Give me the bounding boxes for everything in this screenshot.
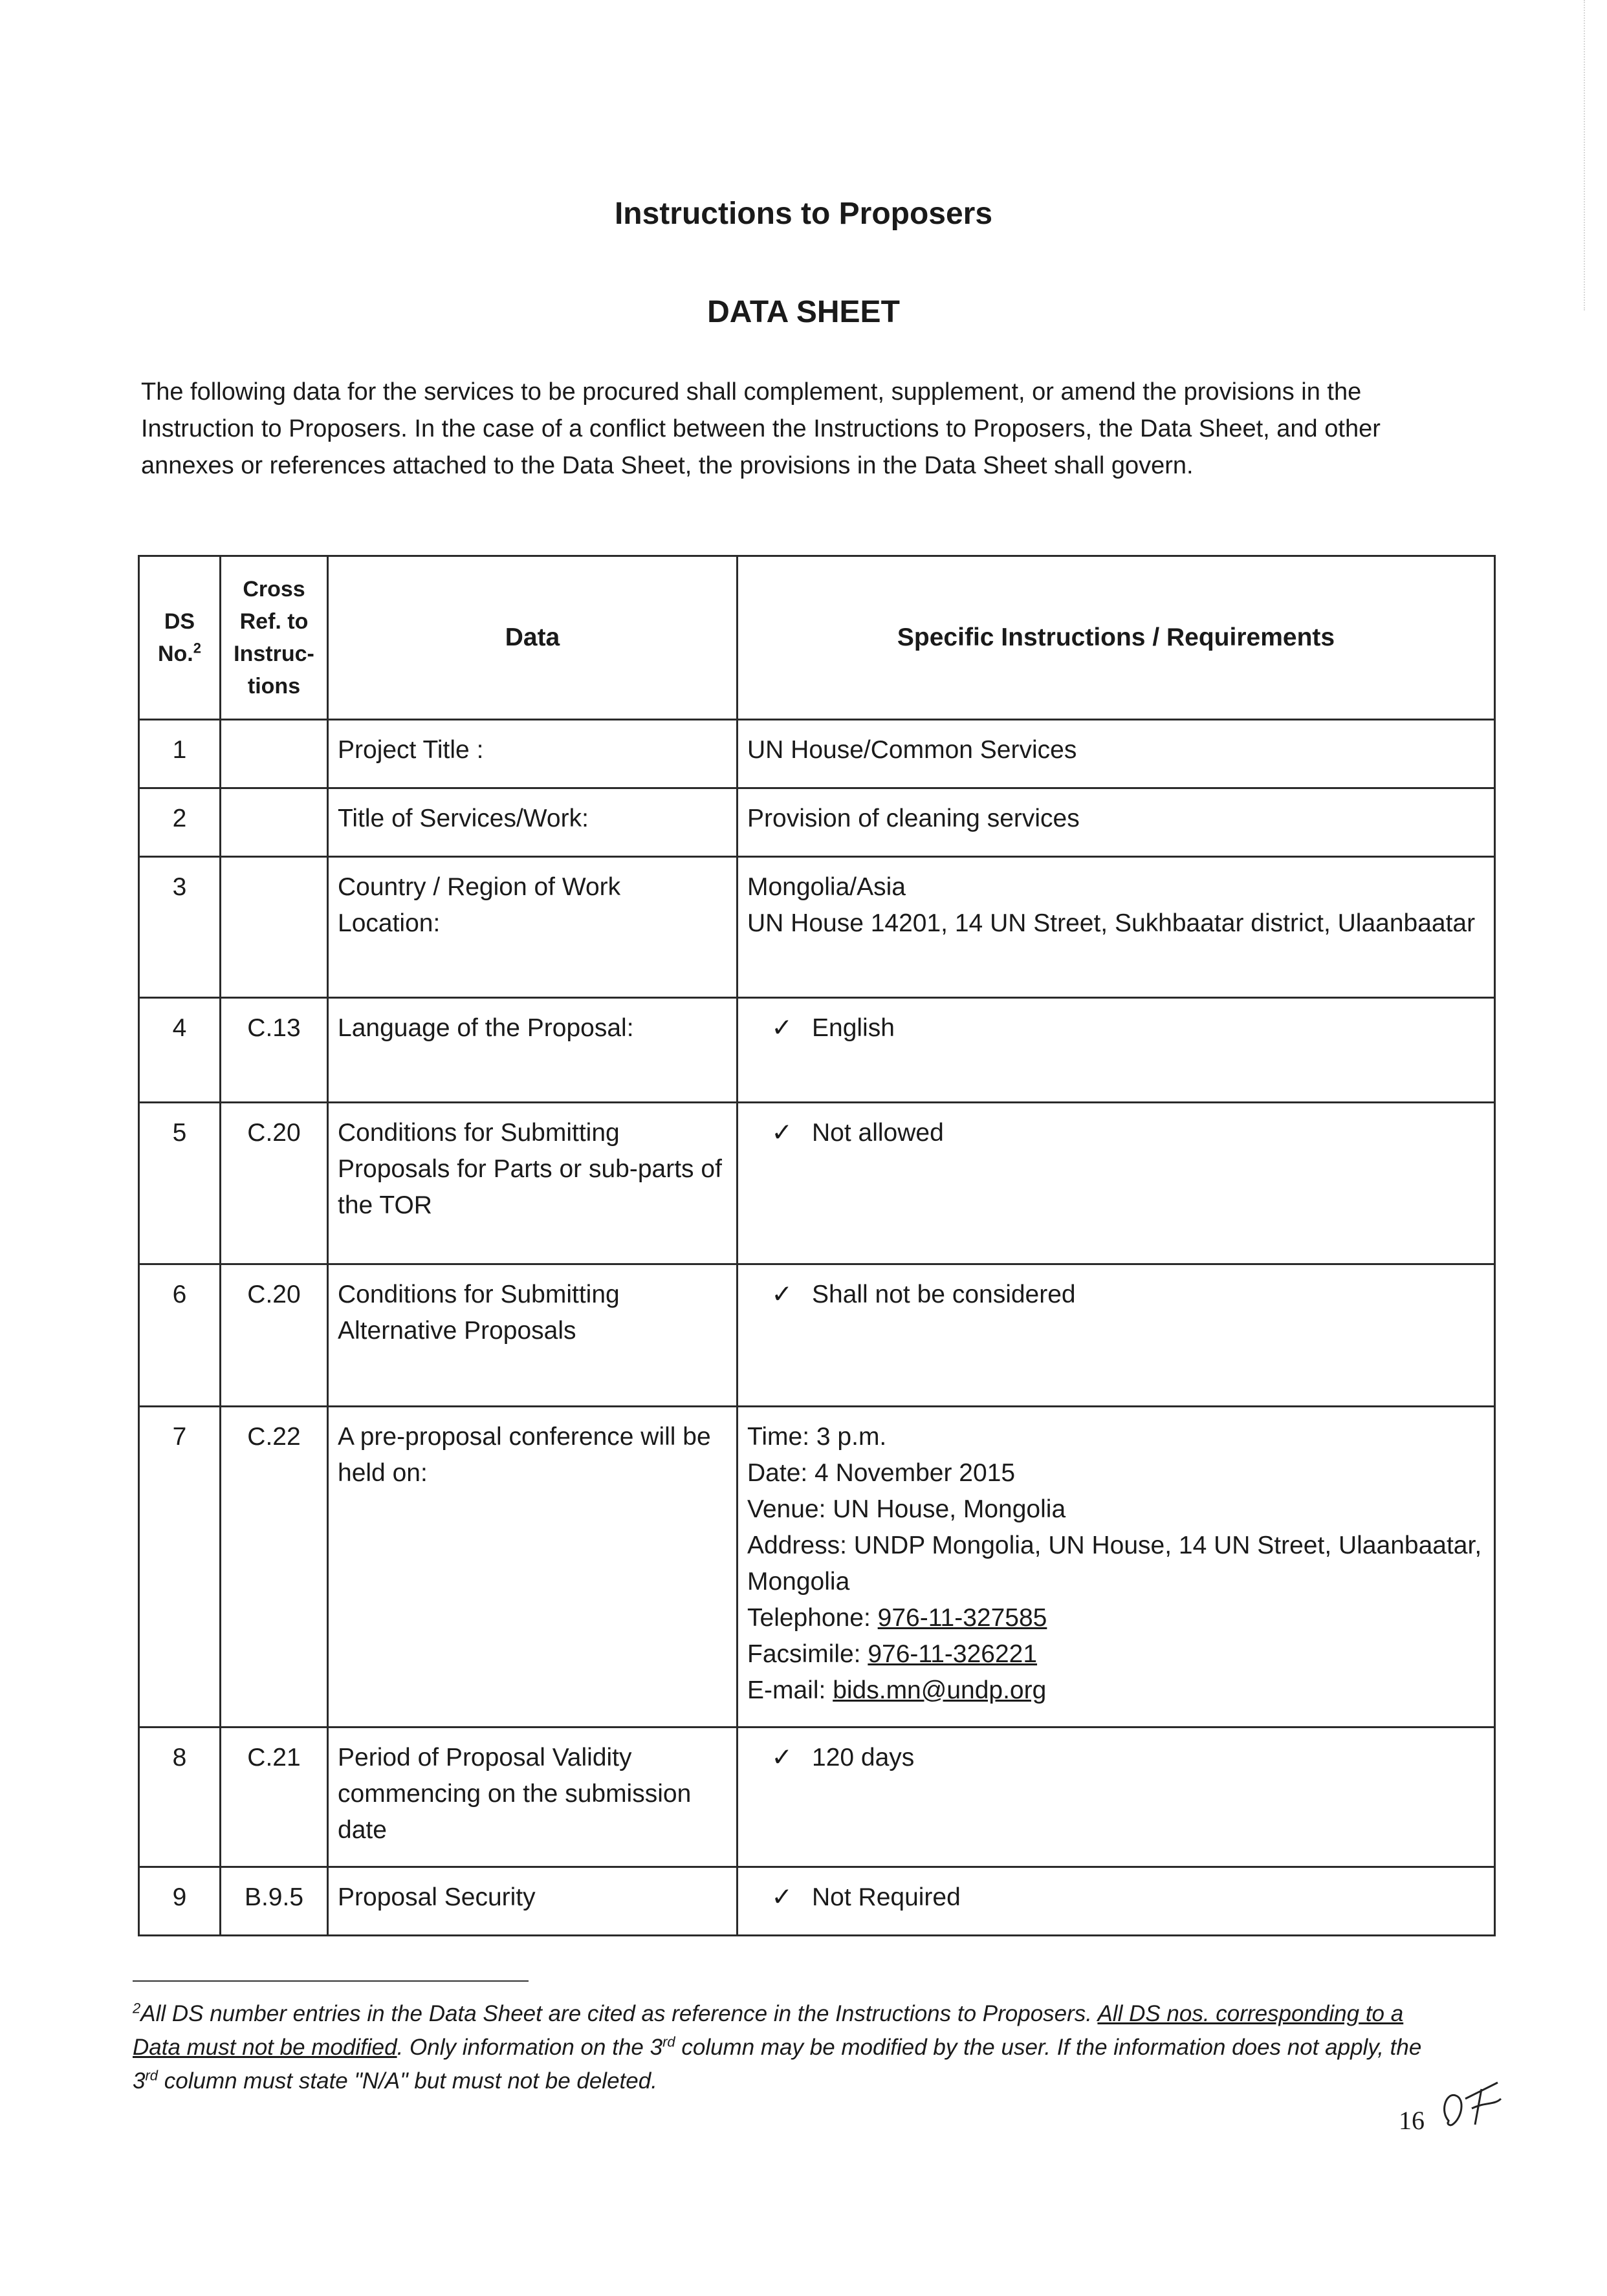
scan-edge-artifact	[1584, 0, 1586, 310]
page-title: Instructions to Proposers	[614, 197, 993, 231]
table-row	[139, 998, 1495, 1103]
email-link[interactable]: bids.mn@undp.org	[833, 1676, 1047, 1704]
row-requirement	[738, 1103, 1495, 1264]
row-cross-ref: C.13	[221, 998, 328, 1103]
fax-link[interactable]: 976-11-326221	[868, 1640, 1038, 1668]
check-value: Shall not be considered	[812, 1281, 1076, 1308]
row-data: Proposal Security	[328, 1867, 738, 1936]
table-row	[139, 720, 1495, 788]
row-cross-ref: C.21	[221, 1727, 328, 1867]
row-data: Conditions for Submitting Proposals for Parts or sub-parts of the TOR	[328, 1103, 738, 1264]
footnote-marker: 2	[133, 2000, 141, 2017]
row-cross-ref: C.20	[221, 1264, 328, 1407]
row-ds-no: 5	[139, 1103, 221, 1264]
header-ds-no: DS No.$^2$	[139, 556, 221, 720]
table-row	[139, 1407, 1495, 1727]
row-requirement: UN House/Common Services	[738, 720, 1495, 788]
footnote-part3a: . Only information on the 3	[397, 2035, 663, 2060]
footnote-part4b: column must state "N/A" but must not be deleted.	[158, 2068, 657, 2094]
table-row	[139, 857, 1495, 998]
conference-venue: Venue: UN House, Mongolia	[747, 1495, 1066, 1523]
header-cross-ref: Cross Ref. to Instruc-tions	[221, 556, 328, 720]
table-row	[139, 788, 1495, 857]
header-instructions: Specific Instructions / Requirements	[738, 556, 1495, 720]
checkmark-icon: ✓	[771, 1119, 793, 1147]
check-value: English	[812, 1014, 895, 1042]
check-value: Not Required	[812, 1883, 961, 1911]
footnote-part1: All DS number entries in the Data Sheet are cited as reference in the Instructions to Proposers.	[140, 2001, 1093, 2026]
conference-date: Date: 4 November 2015	[747, 1459, 1016, 1487]
row-ds-no: 4	[139, 998, 221, 1103]
row-cross-ref: C.22	[221, 1407, 328, 1727]
row-requirement: Provision of cleaning services	[738, 788, 1495, 857]
row-cross-ref: C.20	[221, 1103, 328, 1264]
row-requirement	[738, 1867, 1495, 1936]
conference-address: Address: UNDP Mongolia, UN House, 14 UN Street, Ulaanbaatar, Mongolia	[747, 1532, 1482, 1596]
footnote: $^2$All DS number entries in the Data Sheet are cited as reference in the Instructions to Proposers. All DS nos. corresponding to a Data must not be modified. Only information on the 3rd column may be modified by the user. If the information does not apply, the 3rd column must state "N/A" but must not be deleted.	[133, 2000, 1422, 2094]
conference-fax: Facsimile: 976-11-326221	[747, 1640, 1038, 1668]
row-ds-no: 8	[139, 1727, 221, 1867]
requirement-line: UN House 14201, 14 UN Street, Sukhbaatar district, Ulaanbaatar	[747, 909, 1476, 937]
row-ds-no: 3	[139, 857, 221, 998]
footnote-separator	[133, 1980, 529, 1982]
page-number: 16	[1399, 2106, 1425, 2135]
row-data: Project Title :	[328, 720, 738, 788]
checkmark-icon: ✓	[771, 1744, 793, 1771]
row-data: Period of Proposal Validity commencing on the submission date	[328, 1727, 738, 1867]
row-cross-ref	[221, 788, 328, 857]
row-cross-ref: B.9.5	[221, 1867, 328, 1936]
row-data: Conditions for Submitting Alternative Proposals	[328, 1264, 738, 1407]
row-data: Language of the Proposal:	[328, 998, 738, 1103]
row-ds-no: 2	[139, 788, 221, 857]
header-data: Data	[328, 556, 738, 720]
footnote-part3b: column may be modified by the user. If the information does not apply, the 3	[133, 2035, 1422, 2094]
row-requirement	[738, 1407, 1495, 1727]
table-header-row	[139, 556, 1495, 720]
row-data: Title of Services/Work:	[328, 788, 738, 857]
checkmark-icon: ✓	[771, 1014, 793, 1042]
checkmark-icon: ✓	[771, 1281, 793, 1308]
row-requirement	[738, 998, 1495, 1103]
row-requirement	[738, 1727, 1495, 1867]
row-requirement	[738, 1264, 1495, 1407]
checkmark-icon: ✓	[771, 1883, 793, 1911]
telephone-link[interactable]: 976-11-327585	[877, 1604, 1047, 1632]
table-row	[139, 1103, 1495, 1264]
row-ds-no: 6	[139, 1264, 221, 1407]
row-cross-ref	[221, 857, 328, 998]
conference-email: E-mail: bids.mn@undp.org	[747, 1676, 1047, 1704]
conference-time: Time: 3 p.m.	[747, 1423, 887, 1451]
sheet-title: DATA SHEET	[707, 295, 900, 329]
row-requirement	[738, 857, 1495, 998]
row-cross-ref	[221, 720, 328, 788]
table-row	[139, 1867, 1495, 1936]
handwritten-initials-icon	[1436, 2076, 1514, 2134]
row-ds-no: 7	[139, 1407, 221, 1727]
table-row	[139, 1727, 1495, 1867]
intro-paragraph: The following data for the services to be procured shall complement, supplement, or amend the provisions in the Instruction to Proposers. In the case of a conflict between the Instructions to Proposers, the Data Sheet, and other annexes or references attached to the Data Sheet, the provisions in the Data Sheet shall govern.	[141, 378, 1381, 479]
check-value: 120 days	[812, 1744, 915, 1771]
conference-telephone: Telephone: 976-11-327585	[747, 1604, 1047, 1632]
row-data: Country / Region of Work Location:	[328, 857, 738, 998]
footnote-underlined: All DS nos. corresponding to a Data must not be modified	[133, 2001, 1404, 2060]
table-row	[139, 1264, 1495, 1407]
row-data: A pre-proposal conference will be held on:	[328, 1407, 738, 1727]
requirement-line: Mongolia/Asia	[747, 873, 906, 901]
row-ds-no: 9	[139, 1867, 221, 1936]
data-sheet-table	[138, 555, 1496, 1936]
check-value: Not allowed	[812, 1119, 944, 1147]
row-ds-no: 1	[139, 720, 221, 788]
